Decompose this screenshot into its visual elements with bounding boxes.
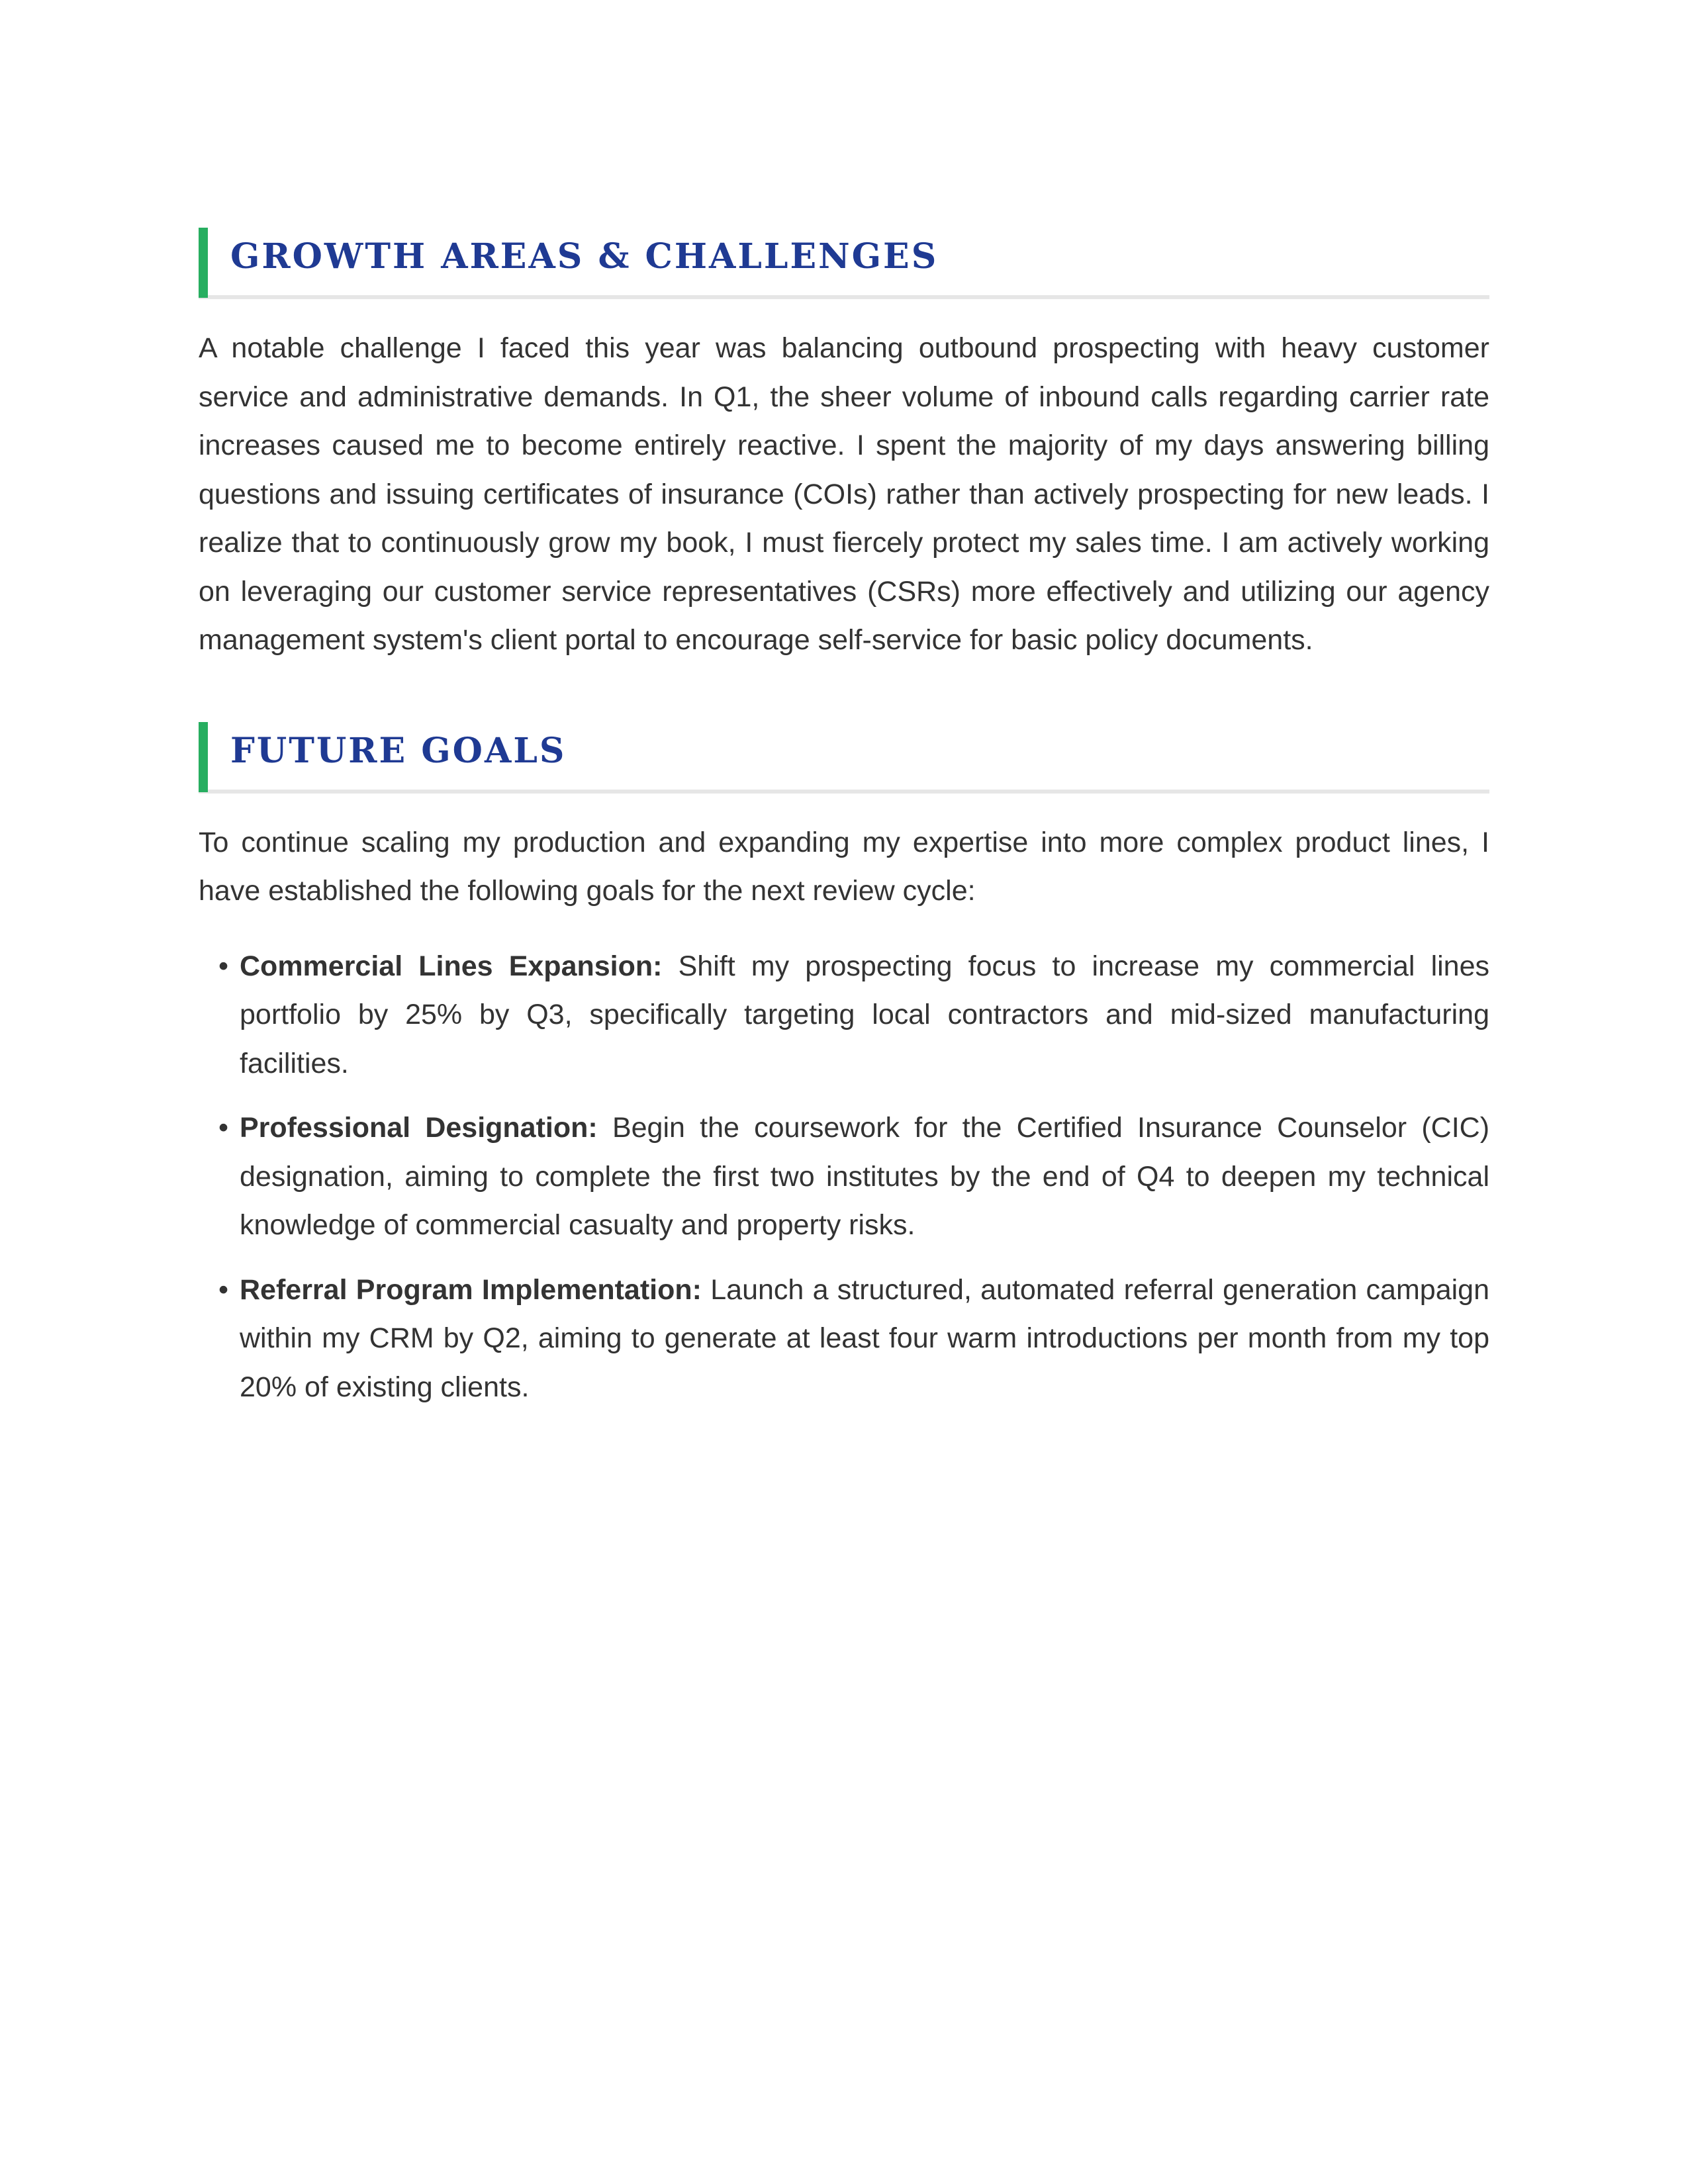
goal-item-professional-designation <box>218 1104 1490 1250</box>
goal-text: Shift my prospecting focus to increase my commercial lines portfolio by 25% by Q3, specifically targeting local contractors and mid-sized manufacturing facilities. <box>240 950 1490 1079</box>
future-goals-intro: To continue scaling my production and expanding my expertise into more complex product lines, I have established the following goals for the next review cycle: <box>199 826 1489 907</box>
future-goals-section <box>199 722 1489 1412</box>
document-page <box>199 228 1489 1428</box>
section-header <box>199 722 1489 794</box>
growth-areas-section <box>199 228 1489 665</box>
goal-item-commercial-lines <box>218 942 1490 1089</box>
section-title: FUTURE GOALS <box>230 730 567 771</box>
goal-text: Begin the coursework for the Certified Insurance Counselor (CIC) designation, aiming to complete the first two institutes by the end of Q4 to deepen my technical knowledge of commercial casualty and property risks. <box>240 1112 1490 1241</box>
growth-areas-paragraph: A notable challenge I faced this year was balancing outbound prospecting with heavy customer service and administrative demands. In Q1, the sheer volume of inbound calls regarding carrier rate increases caused me to become entirely reactive. I spent the majority of my days answering billing questions and issuing certificates of insurance (COIs) rather than actively prospecting for new leads. I realize that to continuously grow my book, I must fiercely protect my sales time. I am actively working on leveraging our customer service representatives (CSRs) more effectively and utilizing our agency management system's client portal to encourage self-service for basic policy documents. <box>199 332 1489 656</box>
section-accent-bar <box>199 228 208 298</box>
goal-label: Commercial Lines Expansion: <box>240 950 679 982</box>
section-title: GROWTH AREAS & CHALLENGES <box>230 236 939 277</box>
bullet-icon: • <box>218 1273 229 1306</box>
section-header <box>199 228 1489 299</box>
section-accent-bar <box>199 722 208 792</box>
goal-text: Launch a structured, automated referral generation campaign within my CRM by Q2, aiming to generate at least four warm introductions per month from my top 20% of existing clients. <box>240 1273 1490 1403</box>
bullet-icon: • <box>218 950 229 982</box>
goal-label: Professional Designation: <box>240 1112 612 1144</box>
bullet-icon: • <box>218 1112 229 1144</box>
goal-item-referral-program <box>218 1266 1490 1412</box>
goals-list <box>199 942 1489 1412</box>
goal-label: Referral Program Implementation: <box>240 1273 711 1306</box>
